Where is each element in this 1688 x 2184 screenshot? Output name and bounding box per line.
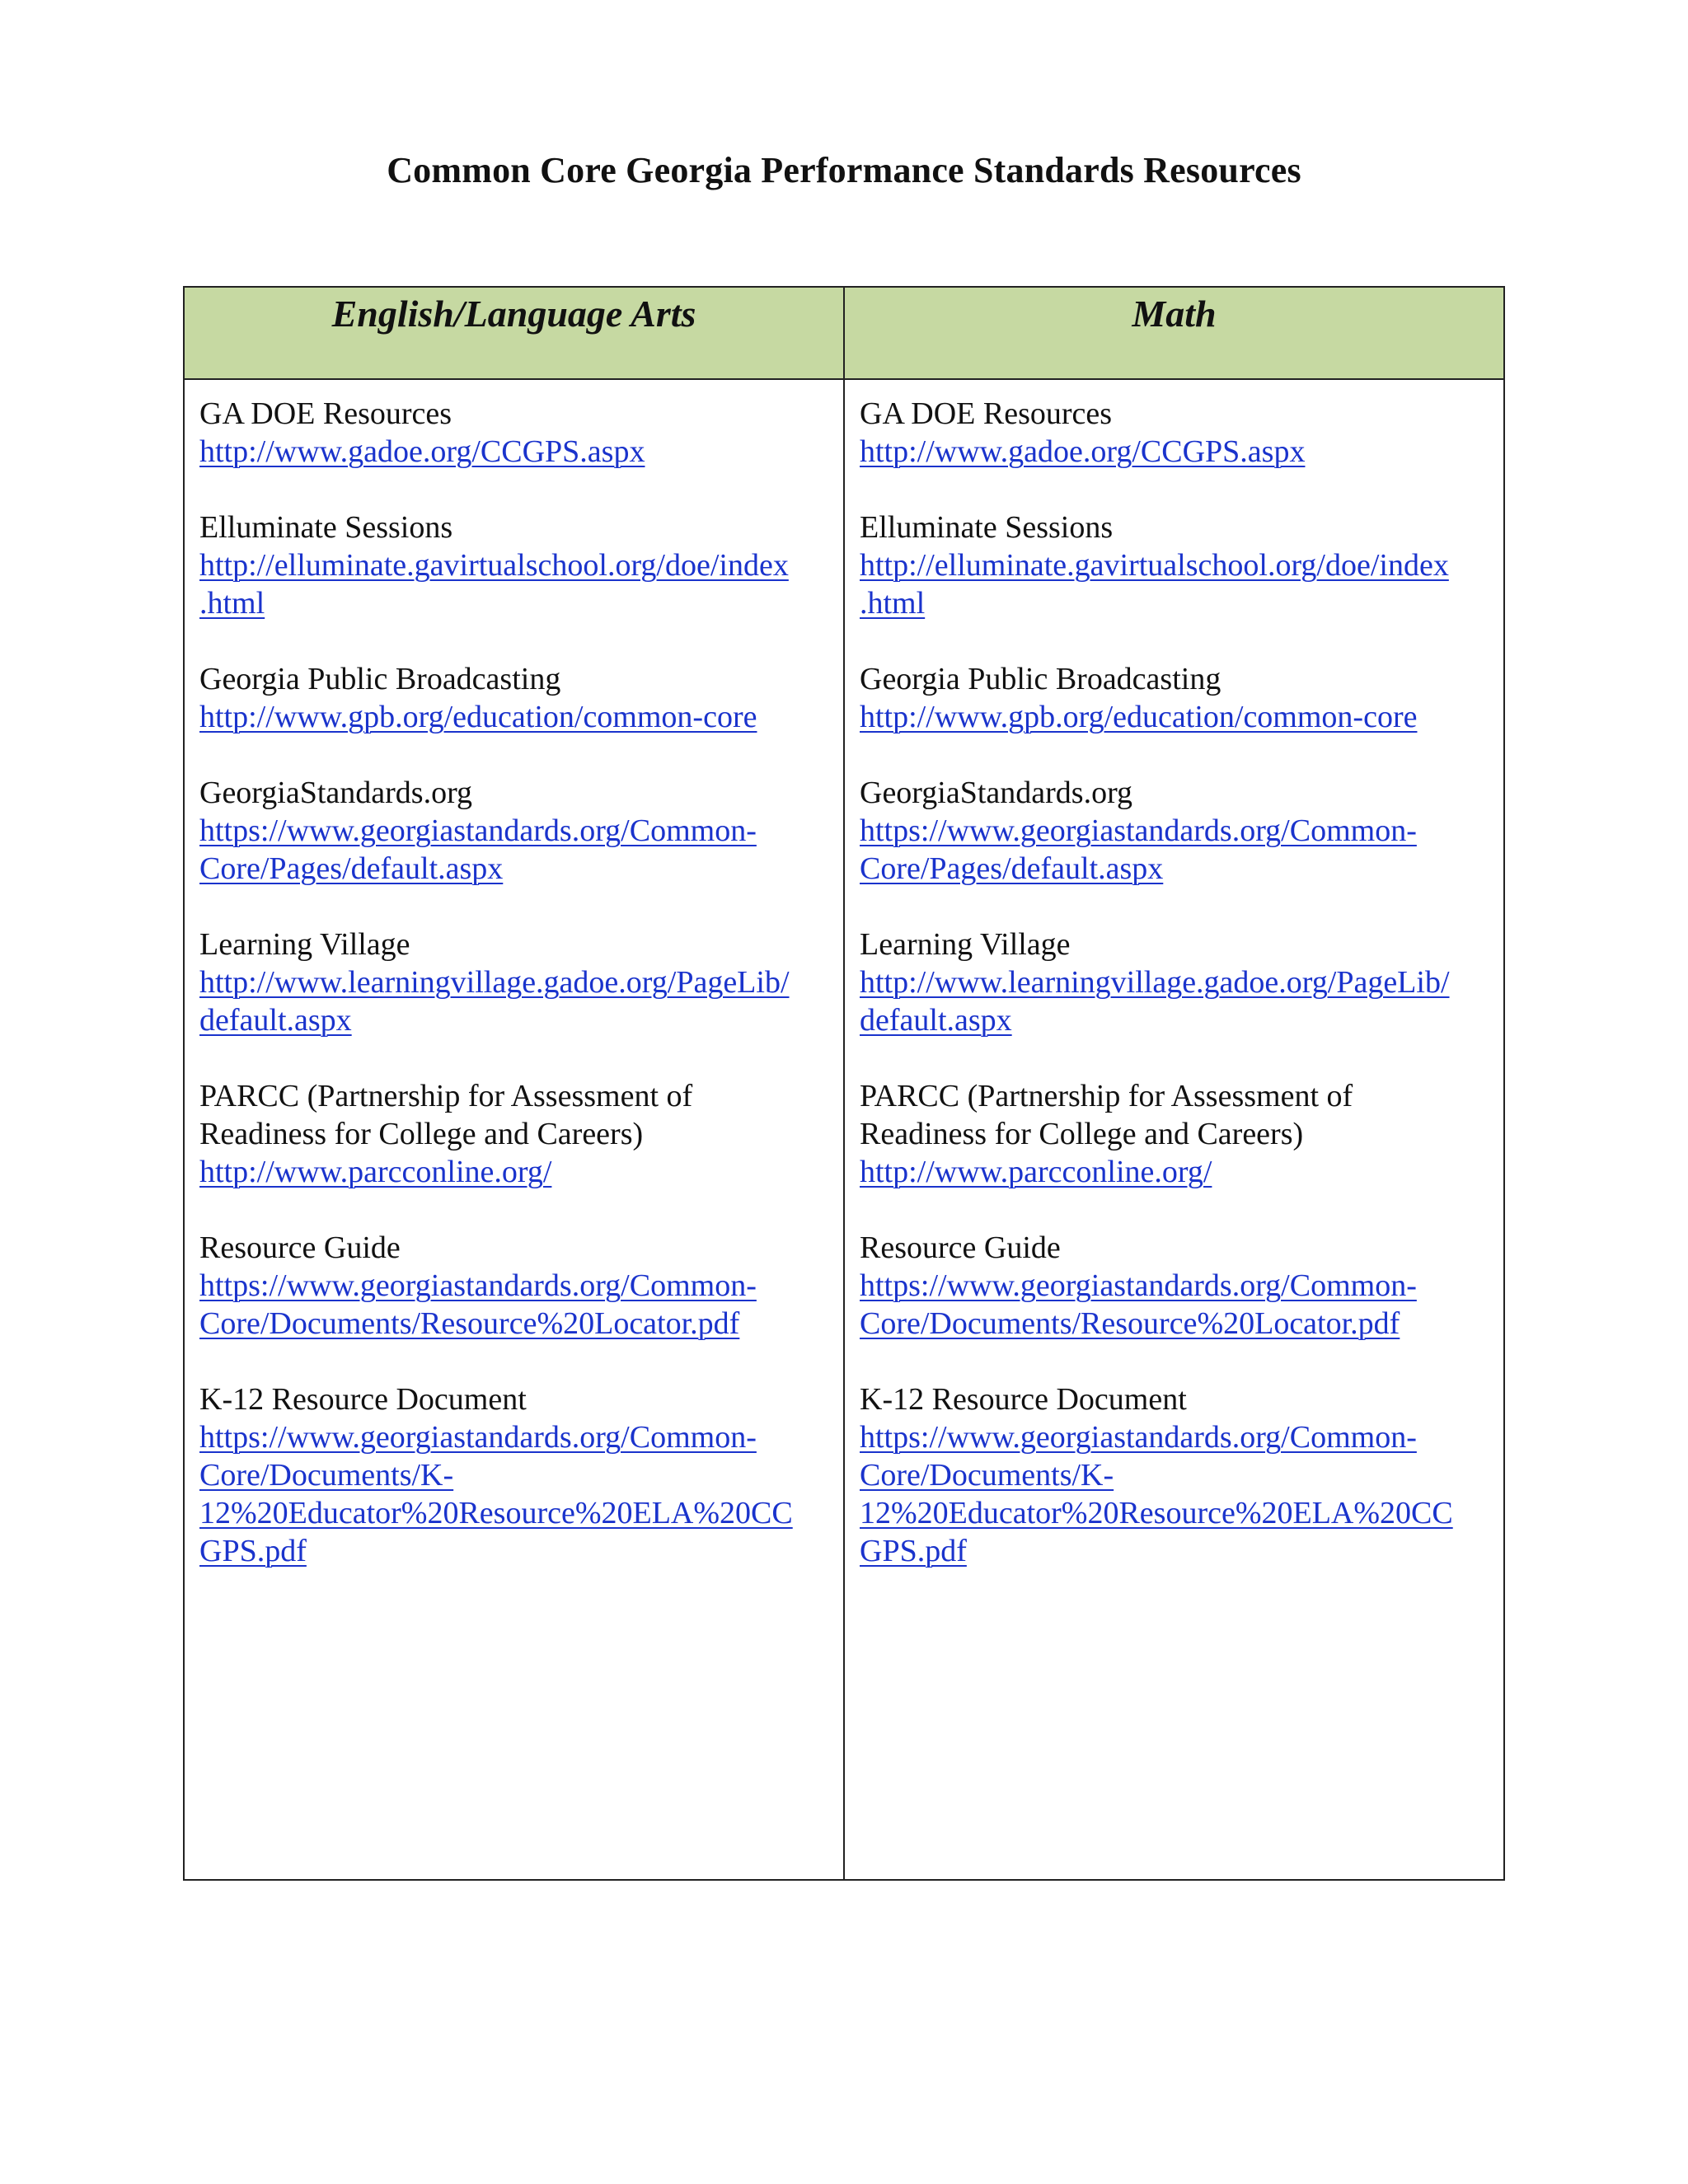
resource-entry (860, 395, 1490, 471)
resource-link[interactable]: https://www.georgiastandards.org/Common- Core/Documents/Resource%20Locator.pdf (199, 1268, 757, 1341)
resource-link[interactable]: http://www.gadoe.org/CCGPS.aspx (199, 434, 645, 469)
resource-entry (860, 1380, 1490, 1570)
resource-entry (860, 926, 1490, 1039)
resource-name: Elluminate Sessions (860, 510, 1114, 545)
resource-link[interactable]: https://www.georgiastandards.org/Common- Core/Documents/K- 12%20Educator%20Resource%20ELA%20CC GPS.pdf (199, 1420, 793, 1568)
resource-entry (860, 1229, 1490, 1343)
resource-entry (199, 1077, 830, 1191)
ela-resources-cell (184, 379, 844, 1880)
resource-link[interactable]: http://www.learningvillage.gadoe.org/PageLib/ default.aspx (860, 965, 1450, 1038)
resource-name: PARCC (Partnership for Assessment of Readiness for College and Careers) (860, 1079, 1353, 1151)
resource-entry (199, 395, 830, 471)
resource-name: GeorgiaStandards.org (199, 776, 473, 810)
resource-name: GA DOE Resources (199, 396, 452, 431)
resource-link[interactable]: http://www.parcconline.org/ (199, 1155, 552, 1189)
resource-entry (199, 660, 830, 736)
resource-name: Georgia Public Broadcasting (199, 662, 561, 696)
resource-link[interactable]: http://www.learningvillage.gadoe.org/PageLib/ default.aspx (199, 965, 790, 1038)
resource-name: Learning Village (860, 927, 1071, 962)
resource-entry (860, 774, 1490, 888)
resource-entry (860, 509, 1490, 622)
resource-link[interactable]: http://www.gpb.org/education/common-core (860, 700, 1418, 734)
resource-link[interactable]: https://www.georgiastandards.org/Common- Core/Pages/default.aspx (860, 813, 1417, 886)
resource-link[interactable]: http://www.parcconline.org/ (860, 1155, 1212, 1189)
resource-link[interactable]: http://elluminate.gavirtualschool.org/doe/index .html (199, 548, 789, 621)
resource-link[interactable]: http://www.gadoe.org/CCGPS.aspx (860, 434, 1306, 469)
resources-row (184, 379, 1504, 1880)
resource-entry (199, 509, 830, 622)
resource-name: Georgia Public Broadcasting (860, 662, 1221, 696)
page-title: Common Core Georgia Performance Standards Resources (387, 150, 1301, 191)
resources-table (183, 286, 1505, 1881)
resource-name: Resource Guide (860, 1230, 1061, 1265)
resource-name: Elluminate Sessions (199, 510, 453, 545)
resource-name: K-12 Resource Document (199, 1382, 527, 1417)
resource-name: K-12 Resource Document (860, 1382, 1187, 1417)
header-row (184, 287, 1504, 379)
resource-link[interactable]: http://elluminate.gavirtualschool.org/doe/index .html (860, 548, 1449, 621)
resource-entry (199, 926, 830, 1039)
resource-link[interactable]: https://www.georgiastandards.org/Common- Core/Pages/default.aspx (199, 813, 757, 886)
resource-link[interactable]: https://www.georgiastandards.org/Common- Core/Documents/K- 12%20Educator%20Resource%20ELA%20CC GPS.pdf (860, 1420, 1453, 1568)
math-resources-cell (844, 379, 1504, 1880)
resource-entry (860, 1077, 1490, 1191)
column-header-math: Math (844, 287, 1504, 379)
resource-name: PARCC (Partnership for Assessment of Readiness for College and Careers) (199, 1079, 693, 1151)
resource-entry (860, 660, 1490, 736)
column-header-ela: English/Language Arts (184, 287, 844, 379)
resource-entry (199, 774, 830, 888)
resource-name: Learning Village (199, 927, 410, 962)
resource-link[interactable]: http://www.gpb.org/education/common-core (199, 700, 757, 734)
resource-name: GA DOE Resources (860, 396, 1113, 431)
resource-link[interactable]: https://www.georgiastandards.org/Common- Core/Documents/Resource%20Locator.pdf (860, 1268, 1417, 1341)
resource-entry (199, 1380, 830, 1570)
resource-name: GeorgiaStandards.org (860, 776, 1133, 810)
resource-name: Resource Guide (199, 1230, 401, 1265)
resource-entry (199, 1229, 830, 1343)
